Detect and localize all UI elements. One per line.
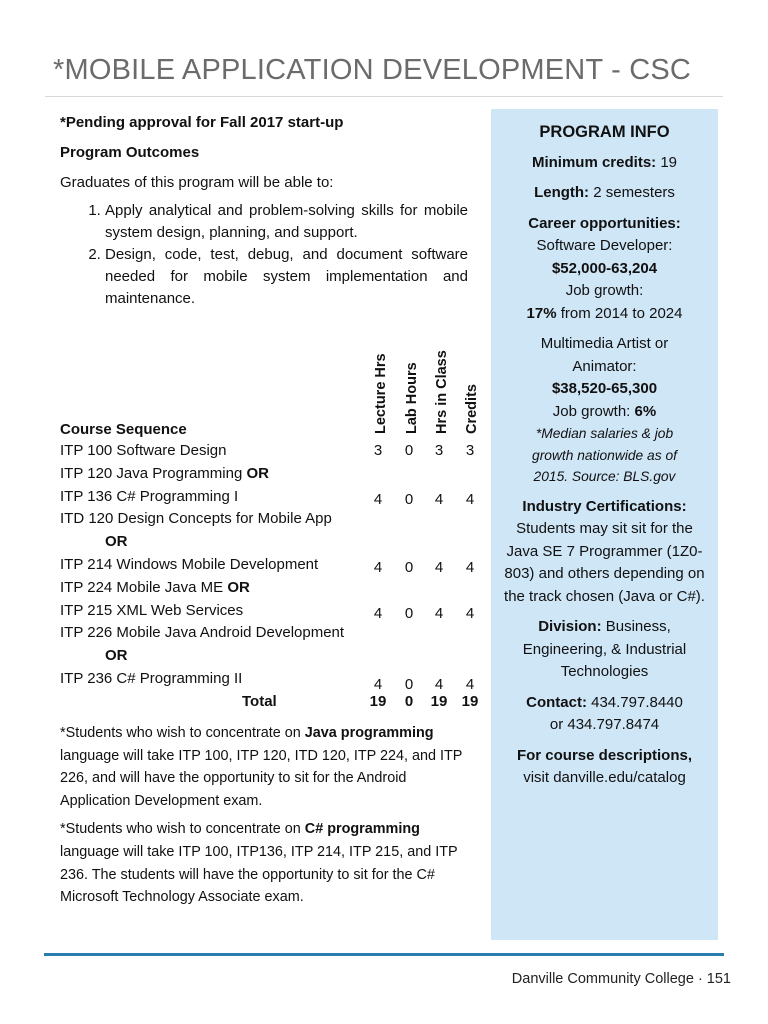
hours-lab: 0 [404,675,414,693]
total-credits: 19 [461,692,479,710]
hours-class: 4 [434,675,444,693]
hours-lab: 0 [404,604,414,622]
hours-class: 4 [434,604,444,622]
program-info-title: PROGRAM INFO [539,123,670,141]
or-label: OR [227,578,250,596]
or-label: OR [246,464,269,482]
course-name: ITD 120 Design Concepts for Mobile App [60,510,332,528]
column-header-credits: Credits [464,384,480,434]
outcome-item: 1. Apply analytical and problem-solving skills for mobile system design, planning, and support. [105,200,470,244]
hours-credits: 4 [465,558,475,576]
course-row [60,622,485,645]
page-footer: Danville Community College · 151 [511,971,731,987]
course-row [60,668,485,691]
career-opportunities: Career opportunities: Software Developer: $52,000-63,204 Job growth: 17% from 2014 to 2024 [526,214,683,322]
hours-lecture: 4 [373,558,383,576]
csharp-note: *Students who wish to concentrate on C# programming language will take ITP 100, ITP136, ITP 214, ITP 215, and ITP 236. The students will have the opportunity to sit for the C# Microsoft Technology Associate exam. [60,821,458,906]
hours-lecture: 4 [373,604,383,622]
total-lab: 0 [404,692,414,710]
salary-note: *Median salaries & job growth nationwide as of 2015. Source: BLS.gov [532,426,677,484]
course-row [60,463,485,486]
or-label: OR [105,647,128,665]
min-credits: Minimum credits: 19 [531,153,678,171]
course-name: ITP 120 Java Programming [60,464,247,482]
hours-lecture: 4 [373,490,383,508]
hours-class: 4 [434,558,444,576]
hours-lecture: 4 [373,675,383,693]
course-descriptions: For course descriptions, visit danville.edu/catalog [491,745,718,790]
hours-lab: 0 [404,490,414,508]
course-sequence-header [60,335,485,440]
course-rows [60,440,485,691]
division: Division: Business, Engineering, & Industrial Technologies [522,618,687,680]
course-row [60,577,485,600]
industry-certifications: Industry Certifications: Students may sit sit for the Java SE 7 Programmer (1Z0-803) and others depending on the track chosen (Java or C#). [504,497,705,605]
course-row [60,554,485,577]
length: Length: 2 semesters [534,184,675,201]
total-row [60,691,485,714]
course-row [60,645,485,668]
program-outcomes-section [60,112,470,310]
course-row [60,486,485,509]
or-label: OR [105,533,128,551]
concentration-notes [60,722,470,915]
outcomes-list [60,200,470,310]
hours-credits: 4 [465,604,475,622]
column-header-lab: Lab Hours [404,362,420,434]
total-lecture: 19 [369,692,387,710]
course-name: ITP 214 Windows Mobile Development [60,555,319,573]
course-row [60,440,485,463]
hours-class: 4 [434,490,444,508]
course-name: ITP 224 Mobile Java ME [60,578,228,596]
course-name: ITP 236 C# Programming II [60,669,243,687]
course-sequence-title: Course Sequence [60,421,187,438]
column-header-class: Hrs in Class [434,350,450,434]
hours-lab: 0 [404,442,414,459]
hours-class: 3 [434,442,444,459]
outcome-item: 2. Design, code, test, debug, and document software needed for mobile system implementation and maintenance. [105,244,470,310]
course-row [60,508,485,531]
outcomes-intro: Graduates of this program will be able to: [60,174,334,191]
pending-notice: *Pending approval for Fall 2017 start-up [60,114,344,131]
course-row [60,600,485,623]
course-name: ITP 100 Software Design [60,442,227,459]
catalog-link[interactable]: visit danville.edu/catalog [523,769,686,786]
footer-rule [44,953,724,956]
total-class: 19 [430,692,448,710]
course-sequence-table [60,335,485,714]
career-multimedia: Multimedia Artist or Animator: $38,520-65,300 Job growth: 6% *Median salaries & job growth nationwide as of 2015. Source: BLS.gov [491,333,718,488]
hours-lab: 0 [404,558,414,576]
program-info-sidebar [491,109,718,940]
page-title: *MOBILE APPLICATION DEVELOPMENT - CSC [53,54,692,86]
hours-lecture: 3 [373,442,383,459]
contact: Contact: 434.797.8440 or 434.797.8474 [526,693,683,733]
hours-credits: 4 [465,490,475,508]
course-name: ITP 215 XML Web Services [60,601,244,619]
course-row [60,531,485,554]
course-name: ITP 226 Mobile Java Android Development [60,624,345,642]
hours-credits: 4 [465,675,475,693]
hours-credits: 3 [465,442,475,459]
column-header-lecture: Lecture Hrs [373,353,389,434]
total-label: Total [242,692,277,710]
java-note: *Students who wish to concentrate on Java programming language will take ITP 100, ITP 120, ITD 120, ITP 224, and ITP 226, and will have the opportunity to sit for the Android Application Development exam. [60,725,463,809]
outcomes-heading: Program Outcomes [60,144,200,161]
course-name: ITP 136 C# Programming I [60,487,239,505]
title-divider [45,96,723,97]
